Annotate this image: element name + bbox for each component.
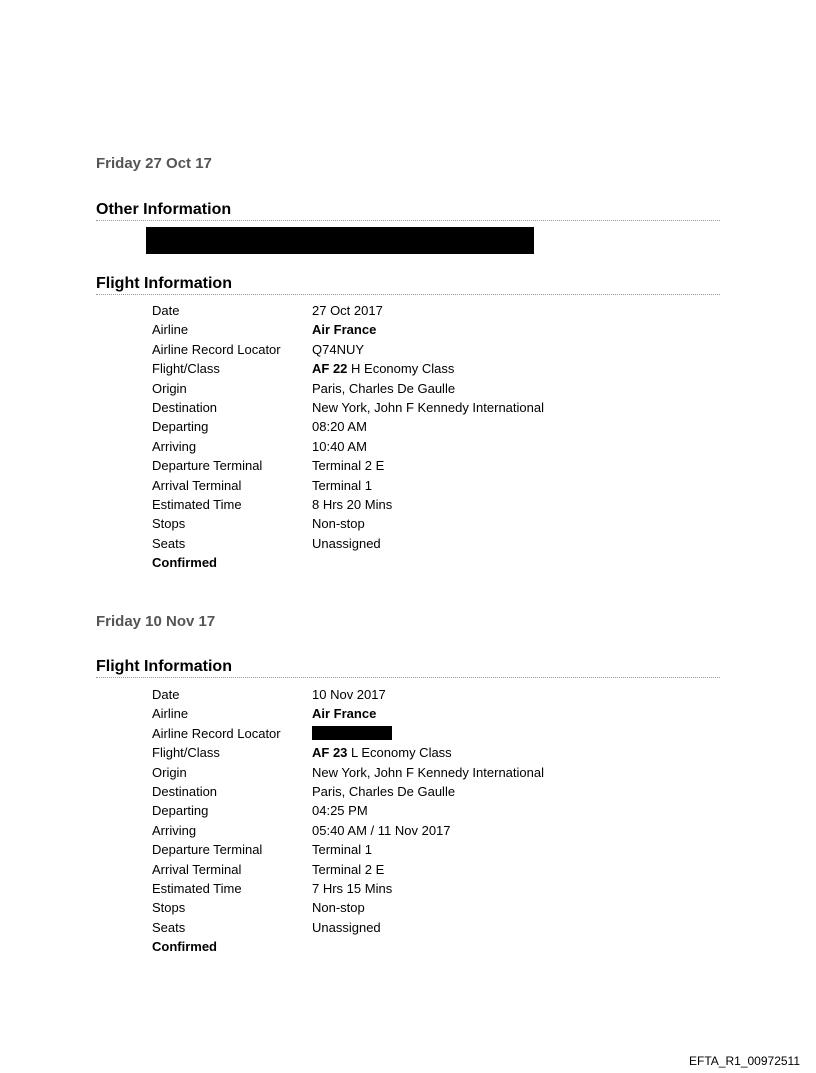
day-heading-2: Friday 10 Nov 17 (96, 613, 216, 630)
redaction-block (146, 227, 534, 254)
flight-information-title-2: Flight Information (96, 658, 720, 678)
status-confirmed: Confirmed (152, 555, 217, 571)
day-heading-1: Friday 27 Oct 17 (96, 155, 212, 172)
other-information-title: Other Information (96, 201, 720, 221)
flight-information-title-1: Flight Information (96, 275, 720, 295)
document-id-footer: EFTA_R1_00972511 (689, 1054, 800, 1068)
redaction-block-inline (312, 726, 392, 740)
status-confirmed: Confirmed (152, 939, 217, 955)
